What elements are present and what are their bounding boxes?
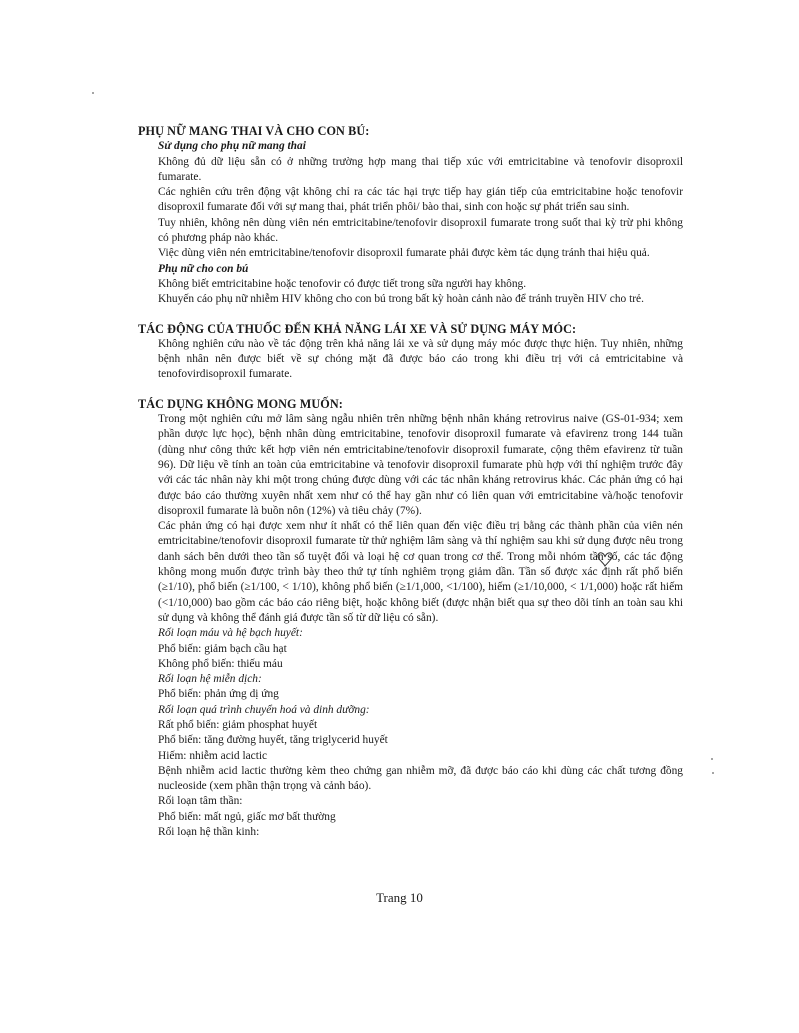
subheading-pregnant-use: Sử dụng cho phụ nữ mang thai [158,140,306,153]
paragraph: Khuyến cáo phụ nữ nhiễm HIV không cho con bú trong bất kỳ hoàn cảnh nào để tránh truyền HIV cho trẻ. [158,293,644,306]
page-number: Trang 10 [376,890,423,905]
scan-speck [711,758,713,760]
paragraph: Không nghiên cứu nào về tác động trên khả năng lái xe và sử dụng máy móc được thực hiện. Tuy nhiên, những bệnh nhân nên được biết về sự chóng mặt đã được báo cáo trong khi điều trị với cả emtricitabine và tenofovirdisoproxil fumarate. [158,337,683,381]
adverse-effects-list [138,626,683,840]
paragraph: Không biết emtricitabine hoặc tenofovir có được tiết trong sữa người hay không. [158,277,527,290]
list-item: Bệnh nhiễm acid lactic thường kèm theo chứng gan nhiễm mỡ, đã được báo cáo khi dùng các chất tương đồng nucleoside (xem phần thận trọng và cảnh báo). [158,764,683,793]
list-item: Rất phổ biến: giảm phosphat huyết [158,718,318,731]
scan-speck [712,772,714,774]
list-item: Rối loạn hệ thần kinh: [158,826,260,839]
category-heading: Rối loạn hệ miễn dịch: [158,673,262,686]
paragraph: Các nghiên cứu trên động vật không chỉ ra các tác hại trực tiếp hay gián tiếp của emtricitabine hoặc tenofovir disoproxil fumarate đối với sự mang thai, phát triển phôi/ bào thai, sinh con hoặc sự phát triển sau sinh. [158,186,683,214]
list-item: Phổ biến: phản ứng dị ứng [158,688,279,701]
section-heading-driving: TÁC ĐỘNG CỦA THUỐC ĐẾN KHẢ NĂNG LÁI XE VÀ SỬ DỤNG MÁY MÓC: [138,321,577,336]
section-heading-pregnancy: PHỤ NỮ MANG THAI VÀ CHO CON BÚ: [138,124,370,138]
paragraph: Tuy nhiên, không nên dùng viên nén emtricitabine/tenofovir disoproxil fumarate trong suốt thai kỳ trừ phi không có phương pháp nào khác. [158,216,683,245]
list-item: Phổ biến: mất ngủ, giấc mơ bất thường [158,810,336,823]
paragraph: Việc dùng viên nén emtricitabine/tenofovir disoproxil fumarate phải được kèm tác dụng tránh thai hiệu quả. [158,247,650,260]
category-heading: Rối loạn máu và hệ bạch huyết: [158,627,303,640]
scan-speck [92,92,94,94]
list-item: Hiếm: nhiễm acid lactic [158,749,268,762]
list-item: Rối loạn tâm thần: [158,795,243,808]
list-item: Không phổ biến: thiếu máu [158,657,283,670]
document-body [138,124,683,840]
list-item: Phổ biến: tăng đường huyết, tăng triglycerid huyết [158,734,388,747]
subheading-breastfeeding: Phụ nữ cho con bú [158,262,249,275]
category-heading: Rối loạn quá trình chuyển hoá và dinh dưỡng: [158,703,370,716]
paragraph: Các phản ứng có hại được xem như ít nhất có thể liên quan đến việc điều trị bằng các thành phần của viên nén emtricitabine/tenofovir disoproxil fumarate từ thử nghiệm lâm sàng và thí nghiệm sau khi sử dụng được nêu trong danh sách bên dưới theo tần số tuyệt đối và loại hệ cơ quan trong cơ thể. Trong mỗi nhóm tần số, các tác động không mong muốn được trình bày theo thứ tự tính nghiêm trọng giảm dần. Tần số được xác định rất phổ biến (≥1/10), phổ biến (≥1/100, < 1/10), không phổ biến (≥1/1,000, <1/100), hiếm (≥1/10,000, < 1/1,000) hoặc rất hiếm (<1/10,000) bao gồm các báo cáo riêng biệt, hoặc không biết (được nhận biết qua sự theo dõi tính an toàn sau khi sử dụng và không thể đánh giá được tần số từ dữ liệu có sẵn). [158,520,683,624]
list-item: Phổ biến: giảm bạch cầu hạt [158,642,287,655]
section-heading-adverse-effects: TÁC DỤNG KHÔNG MONG MUỐN: [138,396,343,411]
paragraph: Không đủ dữ liệu sẵn có ở những trường hợp mang thai tiếp xúc với emtricitabine và tenofovir disoproxil fumarate. [158,155,683,183]
paragraph: Trong một nghiên cứu mở lâm sàng ngẫu nhiên trên những bệnh nhân kháng retrovirus naive (GS-01-934; xem phần dược lực học), bệnh nhân dùng emtricitabine, tenofovir disoproxil fumarate và efavirenz trong 144 tuần (dùng như công thức kết hợp viên nén emtricitabine/tenofovir disoproxil fumarate, cộng thêm efavirenz từ tuần 96). Dữ liệu về tính an toàn của emtricitabine và tenofovir disoproxil fumarate phù hợp với thí nghiệm trước đây với các tác nhân này khi một trong chúng được dùng với các tác nhân kháng retrovirus khác. Các phản ứng có hại được báo cáo thường xuyên nhất xem như có thể hay gần như có liên quan với emtricitabine và/hoặc tenofovir disoproxil fumarate là buồn nôn (12%) và tiêu chảy (7%). [158,413,683,517]
